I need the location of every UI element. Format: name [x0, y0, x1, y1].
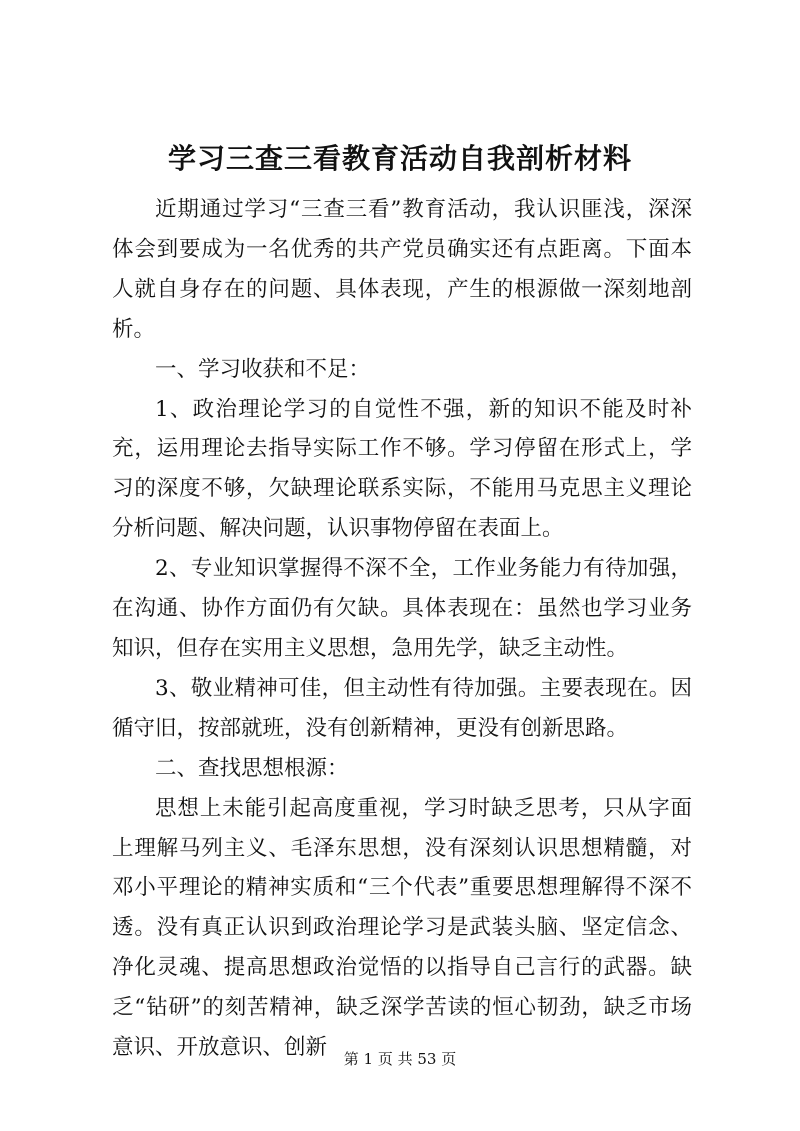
section-heading-1: 一、学习收获和不足：: [155, 356, 371, 382]
page-footer: 第 1 页 共 53 页: [343, 1050, 457, 1068]
document-title: 学习三查三看教育活动自我剖析材料: [167, 142, 632, 175]
item-paragraph-2: 2、专业知识掌握得不深不全，工作业务能力有待加强，在沟通、协作方面仍有欠缺。具体表现在：虽然也学习业务知识，但存在实用主义思想，急用先学，缺乏主动性。: [112, 556, 692, 661]
item-paragraph-1: 1、政治理论学习的自觉性不强，新的知识不能及时补充，运用理论去指导实际工作不够。学习停留在形式上，学习的深度不够，欠缺理论联系实际，不能用马克思主义理论分析问题、解决问题，认识事物停留在表面上。: [112, 396, 692, 542]
item-paragraph-3: 3、敬业精神可佳，但主动性有待加强。主要表现在。因循守旧，按部就班，没有创新精神，更没有创新思路。: [112, 675, 692, 741]
root-cause-paragraph: 思想上未能引起高度重视，学习时缺乏思考，只从字面上理解马列主义、毛泽东思想，没有深刻认识思想精髓，对邓小平理论的精神实质和“三个代表”重要思想理解得不深不透。没有真正认识到政治理论学习是武装头脑、坚定信念、净化灵魂、提高思想政治觉悟的以指导自己言行的武器。缺乏“钻研”的刻苦精神，缺乏深学苦读的恒心韧劲，缺乏市场意识、开放意识、创新: [112, 795, 692, 1061]
document-body: [112, 190, 692, 1068]
section-heading-2: 二、查找思想根源：: [155, 755, 349, 781]
intro-paragraph: 近期通过学习“三查三看”教育活动，我认识匪浅，深深体会到要成为一名优秀的共产党员确实还有点距离。下面本人就自身存在的问题、具体表现，产生的根源做一深刻地剖析。: [112, 197, 692, 342]
